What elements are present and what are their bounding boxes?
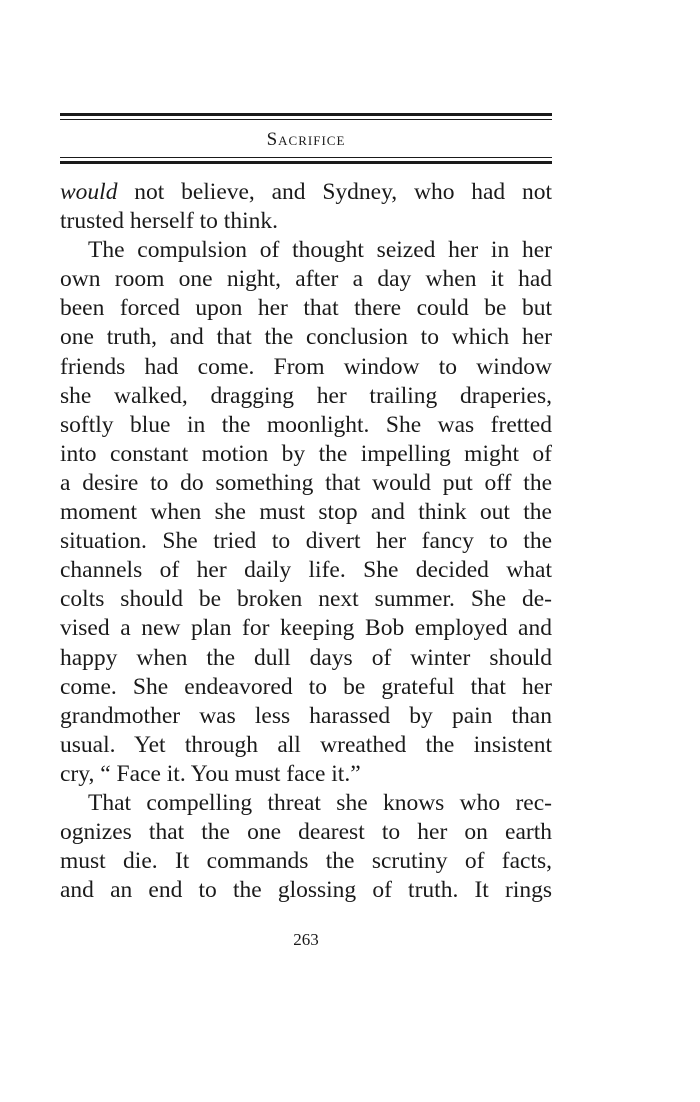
text-line: moment when she must stop and think out the: [60, 499, 552, 526]
text-line: grandmother was less harassed by pain than: [60, 702, 552, 729]
emphasized-word: would: [60, 179, 118, 205]
text-line: and an end to the glossing of truth. It rings: [60, 877, 552, 904]
header-rule-top-thin: [60, 119, 552, 120]
text-line: must die. It commands the scrutiny of facts,: [60, 848, 552, 875]
text-line: The compulsion of thought seized her in her: [88, 237, 552, 264]
text-line: a desire to do something that would put off the: [60, 469, 552, 496]
header-rule-bottom-thick: [60, 161, 552, 164]
text-line: cry, “ Face it. You must face it.”: [60, 760, 361, 787]
text-line: she walked, dragging her trailing draperies,: [60, 382, 552, 409]
text-line: situation. She tried to divert her fancy to the: [60, 528, 552, 555]
text-line: happy when the dull days of winter should: [60, 644, 552, 671]
text-line: trusted herself to think.: [60, 208, 278, 235]
text-line: softly blue in the moonlight. She was fretted: [60, 411, 552, 438]
text-line: come. She endeavored to be grateful that her: [60, 673, 552, 700]
text-line: ognizes that the one dearest to her on earth: [60, 819, 552, 846]
text-line: been forced upon her that there could be but: [60, 295, 552, 322]
text-line: channels of her daily life. She decided what: [60, 557, 552, 584]
text-line: vised a new plan for keeping Bob employed and: [60, 615, 552, 642]
text-line: friends had come. From window to window: [60, 353, 552, 380]
text-line: own room one night, after a day when it had: [60, 266, 552, 293]
line-text: not believe, and Sydney, who had not: [117, 179, 552, 205]
running-head: Sacrifice: [266, 129, 346, 150]
body-text: [60, 178, 552, 905]
text-line: [60, 178, 552, 207]
text-line: colts should be broken next summer. She de-: [60, 586, 552, 613]
text-line: That compelling threat she knows who rec-: [88, 789, 552, 816]
text-line: one truth, and that the conclusion to which her: [60, 324, 552, 351]
text-line: usual. Yet through all wreathed the insistent: [60, 731, 552, 758]
header-rule-bottom-thin: [60, 157, 552, 158]
page-number: 263: [293, 930, 319, 949]
header-rule-top-thick: [60, 113, 552, 116]
text-line: into constant motion by the impelling might of: [60, 440, 552, 467]
